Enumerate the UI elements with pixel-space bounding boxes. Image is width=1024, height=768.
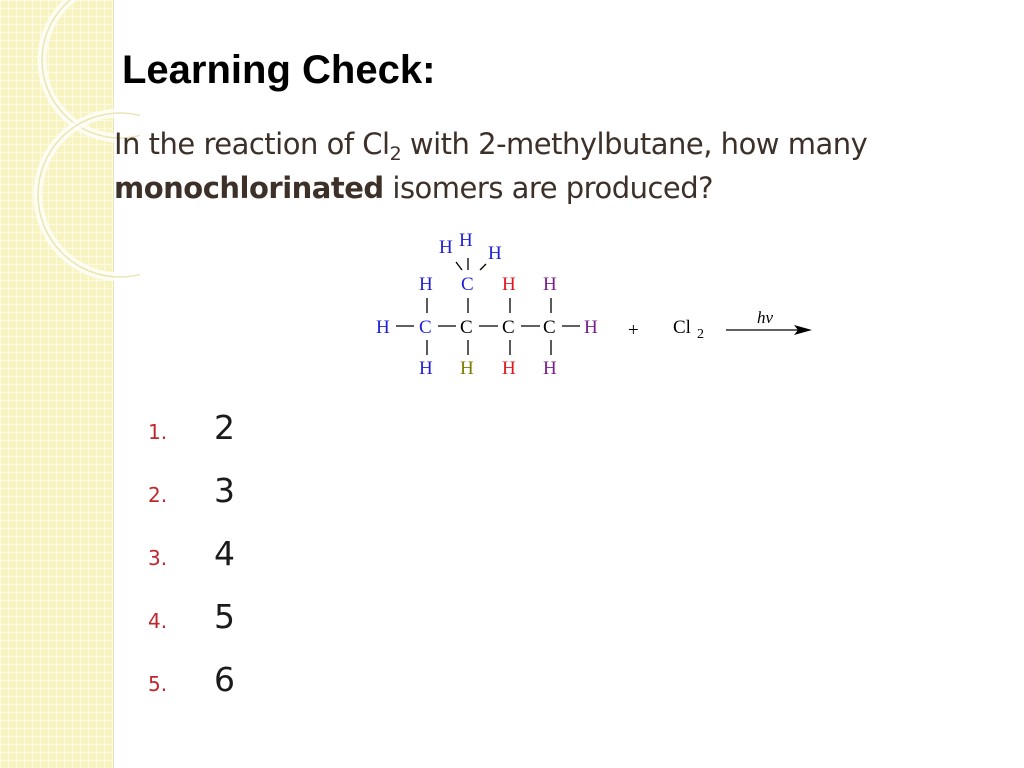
atom-h: H [502,358,516,379]
choice-value: 5 [214,597,235,636]
question-text [114,122,994,210]
reagent-cl: Cl [673,317,691,338]
choice-value: 3 [214,471,235,510]
atom-h: H [543,274,557,295]
choice-number: 1. [148,420,168,444]
slide-title: Learning Check: [122,48,436,92]
choice-number: 3. [148,546,168,570]
atom-c: C [461,274,474,295]
choice-number: 5. [148,672,168,696]
plus-sign: + [628,320,639,341]
atom-c: C [460,317,473,338]
choice-value: 6 [214,660,235,699]
choice-number: 4. [148,609,168,633]
reagent-subscript: 2 [697,327,704,342]
choice-value: 4 [214,534,235,573]
bond-lines [396,258,580,355]
question-subscript: 2 [389,143,402,165]
question-part1: In the reaction of Cl [114,127,390,161]
atom-h: H [543,358,557,379]
question-bold-term: monochlorinated [114,171,384,205]
atom-h: H [584,317,598,338]
choice-value: 2 [214,408,235,447]
choice-number: 2. [148,483,168,507]
atom-h: H [502,274,516,295]
question-part3: isomers are produced? [383,171,714,205]
atom-h: H [459,230,473,251]
atom-h: H [460,358,474,379]
atom-h: H [488,243,502,264]
condition-hv: hv [757,308,774,327]
atom-c: C [502,317,515,338]
atom-c: C [419,317,432,338]
atom-c: C [543,317,556,338]
atom-h: H [419,358,433,379]
atom-h: H [439,237,453,258]
atom-h: H [419,274,433,295]
question-part2: with 2-methylbutane, how many [401,127,868,161]
reaction-diagram [360,228,820,388]
atom-h: H [376,317,390,338]
